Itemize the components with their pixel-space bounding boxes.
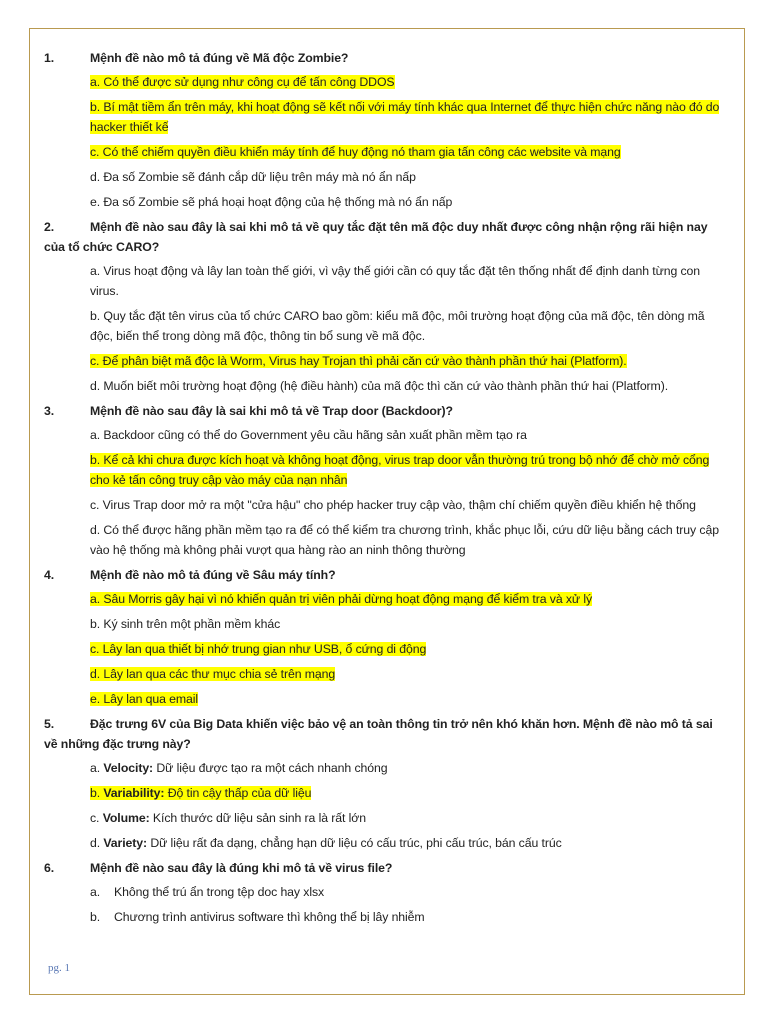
question-text: Mệnh đề nào mô tả đúng về Sâu máy tính? xyxy=(90,568,336,582)
question-3 xyxy=(44,401,724,421)
question-2 xyxy=(44,217,724,257)
answer-5b: b. Variability: Độ tin cậy thấp của dữ liệu xyxy=(90,786,312,800)
question-number: 3. xyxy=(44,404,55,418)
question-number: 2. xyxy=(44,220,55,234)
question-text: Đặc trưng 6V của Big Data khiến việc bảo vệ an toàn thông tin trở nên khó khăn hơn. Mệnh đề nào mô tả sai về những đặc trưng này? xyxy=(44,717,713,751)
answer-6b: b. Chương trình antivirus software thì không thể bị lây nhiễm xyxy=(90,910,425,924)
answer-2a: a. Virus hoạt động và lây lan toàn thế giới, vì vậy thế giới cần có quy tắc đặt tên thống nhất để định danh từng con virus. xyxy=(90,264,701,298)
page-number: pg. 1 xyxy=(48,962,70,974)
answer-1d: d. Đa số Zombie sẽ đánh cắp dữ liệu trên máy mà nó ẩn nấp xyxy=(90,170,416,184)
answer-4b: b. Ký sinh trên một phần mềm khác xyxy=(90,617,281,631)
question-1 xyxy=(44,48,724,68)
answer-2d: d. Muốn biết môi trường hoạt động (hệ điều hành) của mã độc thì căn cứ vào thành phần thứ hai (Platform). xyxy=(90,379,669,393)
answer-5c: c. Volume: Kích thước dữ liệu sản sinh ra là rất lớn xyxy=(90,811,366,825)
answer-2c: c. Để phân biệt mã độc là Worm, Virus hay Trojan thì phải căn cứ vào thành phần thứ hai (Platform). xyxy=(90,354,627,368)
answer-1a: a. Có thể được sử dụng như công cụ để tấn công DDOS xyxy=(90,75,395,89)
answer-3d: d. Có thể được hãng phần mềm tạo ra để có thể kiểm tra chương trình, khắc phục lỗi, cứu dữ liệu bằng cách truy cập vào hệ thống mà không phải vượt qua hàng rào an ninh thông thường xyxy=(90,523,719,557)
question-4 xyxy=(44,565,724,585)
answer-1b: b. Bí mật tiềm ẩn trên máy, khi hoạt động sẽ kết nối với máy tính khác qua Internet để thực hiện chức năng nào đó do hacker thiết kế xyxy=(90,100,720,134)
answer-1e: e. Đa số Zombie sẽ phá hoại hoạt động của hệ thống mà nó ẩn nấp xyxy=(90,195,453,209)
question-text: Mệnh đề nào mô tả đúng về Mã độc Zombie? xyxy=(90,51,349,65)
question-number: 6. xyxy=(44,861,55,875)
answer-4a: a. Sâu Morris gây hại vì nó khiến quản trị viên phải dừng hoạt động mạng để kiểm tra và xử lý xyxy=(90,592,593,606)
answer-3b: b. Kể cả khi chưa được kích hoạt và không hoạt động, virus trap door vẫn thường trú trong bộ nhớ để chờ mở cổng cho kẻ tấn công truy cập vào máy của nạn nhân xyxy=(90,453,710,487)
document-body xyxy=(44,48,724,932)
question-text: Mệnh đề nào sau đây là sai khi mô tả về Trap door (Backdoor)? xyxy=(90,404,453,418)
answer-5a: a. Velocity: Dữ liệu được tạo ra một cách nhanh chóng xyxy=(90,761,388,775)
question-text: Mệnh đề nào sau đây là sai khi mô tả về quy tắc đặt tên mã độc duy nhất được công nhận rộng rãi hiện nay của tổ chức CARO? xyxy=(44,220,708,254)
question-text: Mệnh đề nào sau đây là đúng khi mô tả về virus file? xyxy=(90,861,393,875)
answer-3c: c. Virus Trap door mở ra một "cửa hậu" cho phép hacker truy cập vào, thậm chí chiếm quyền điều khiển hệ thống xyxy=(90,498,696,512)
question-number: 1. xyxy=(44,51,55,65)
question-6 xyxy=(44,858,724,878)
answer-4c: c. Lây lan qua thiết bị nhớ trung gian như USB, ổ cứng di động xyxy=(90,642,427,656)
question-number: 5. xyxy=(44,717,55,731)
answer-5d: d. Variety: Dữ liệu rất đa dạng, chẳng hạn dữ liệu có cấu trúc, phi cấu trúc, bán cấu trúc xyxy=(90,836,562,850)
question-number: 4. xyxy=(44,568,55,582)
answer-2b: b. Quy tắc đặt tên virus của tổ chức CARO bao gồm: kiểu mã độc, môi trường hoạt động của mã độc, tên dòng mã độc, biến thể trong dòng mã độc, thông tin bổ sung về mã độc. xyxy=(90,309,705,343)
answer-6a: a. Không thể trú ẩn trong tệp doc hay xlsx xyxy=(90,885,325,899)
answer-4e: e. Lây lan qua email xyxy=(90,692,199,706)
question-5 xyxy=(44,714,724,754)
answer-1c: c. Có thể chiếm quyền điều khiển máy tính để huy động nó tham gia tấn công các website và mạng xyxy=(90,145,621,159)
answer-4d: d. Lây lan qua các thư mục chia sẻ trên mạng xyxy=(90,667,336,681)
answer-3a: a. Backdoor cũng có thể do Government yêu cầu hãng sản xuất phần mềm tạo ra xyxy=(90,428,527,442)
